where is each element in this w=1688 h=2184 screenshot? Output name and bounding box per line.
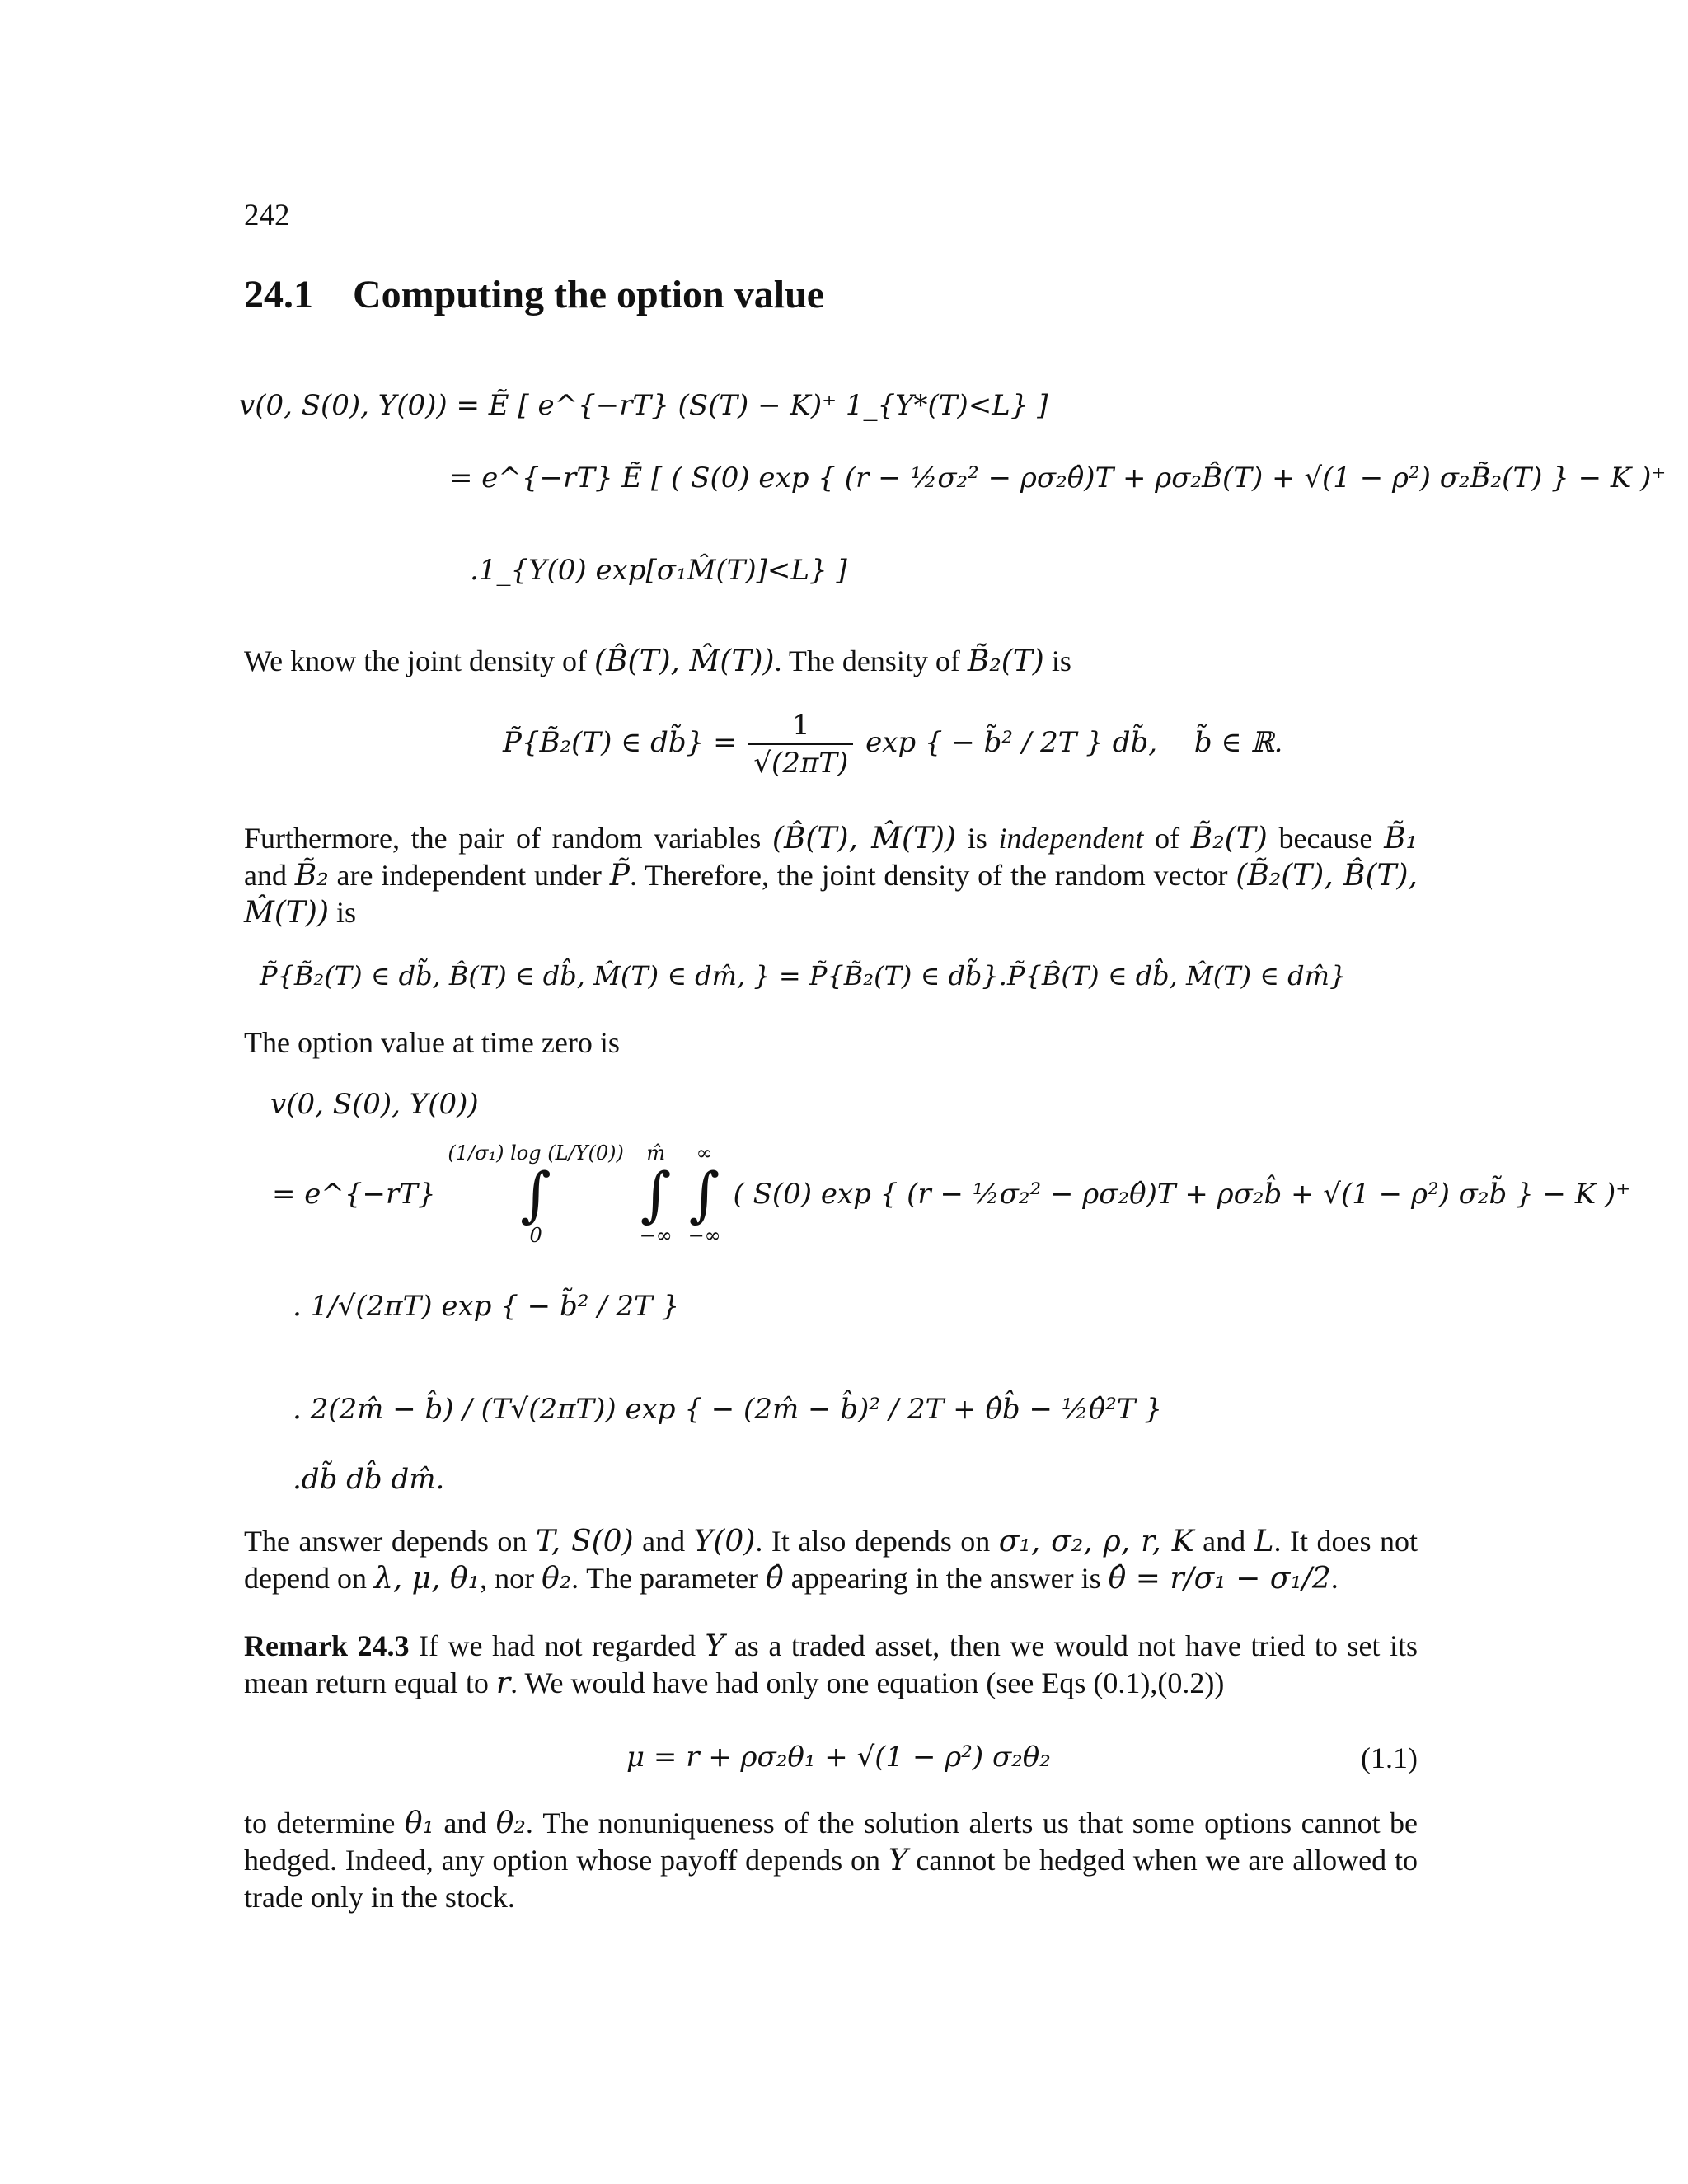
- paragraph-nonuniqueness: [244, 1805, 1418, 1916]
- equation-number: (1.1): [1361, 1741, 1418, 1774]
- integral-sign: ∫: [640, 1160, 672, 1229]
- text-run: is: [956, 822, 999, 855]
- text-run: and: [244, 859, 295, 892]
- text-run: The answer depends on: [244, 1525, 536, 1558]
- math-inline: Y(0): [693, 1525, 756, 1558]
- text-run: are independent under: [328, 859, 610, 892]
- text-run: If we had not regarded: [409, 1629, 706, 1662]
- math-inline: θ̂: [766, 1562, 784, 1596]
- remark-title: Remark 24.3: [244, 1629, 410, 1662]
- text-run: and: [1193, 1525, 1254, 1558]
- integral-lower-limit: 0: [529, 1224, 542, 1247]
- math-inline: θ₂: [495, 1807, 526, 1840]
- text-run: appearing in the answer is: [783, 1562, 1109, 1595]
- fraction-numerator: 1: [748, 709, 853, 745]
- option-value-factor-reflection: . 2(2m̂ − b̂) / (T√(2πT)) exp { − (2m̂ − b̂)² / 2T + θ̂b̂ − ½θ̂²T }: [293, 1393, 1162, 1426]
- option-value-lhs: v(0, S(0), Y(0)): [270, 1088, 479, 1121]
- density-fraction: [748, 709, 853, 780]
- emphasis-text: independent: [998, 822, 1144, 855]
- fraction-denominator: √(2πT): [753, 747, 849, 780]
- text-run: .: [1330, 1562, 1339, 1595]
- integral-prefactor: = e^{−rT}: [272, 1178, 436, 1211]
- text-run: . It does not depend on: [244, 1525, 1418, 1595]
- option-value-integral: [272, 1141, 1630, 1247]
- text-run: as a traded asset, then we would not have tried to set its mean return equal to: [244, 1629, 1418, 1699]
- math-inline: θ₂: [542, 1562, 572, 1596]
- option-value-factor-gaussian: . 1/√(2πT) exp { − b̃² / 2T }: [293, 1290, 680, 1323]
- density-domain: b̃ ∈ ℝ.: [1193, 726, 1283, 759]
- paragraph-joint-density-intro: [244, 643, 1418, 680]
- text-run: . The nonuniqueness of the solution alerts us that some options cannot be hedged. Indeed, any option whose payoff depends on: [244, 1807, 1418, 1877]
- section-number: 24.1: [244, 273, 313, 316]
- math-inline: L: [1254, 1525, 1274, 1558]
- equation-mu: μ = r + ρσ₂θ₁ + √(1 − ρ²) σ₂θ₂: [626, 1741, 1051, 1774]
- math-inline: B̃₂(T): [967, 644, 1044, 678]
- text-run: . The parameter: [571, 1562, 767, 1595]
- math-inline: θ̂ = r/σ₁ − σ₁/2: [1108, 1562, 1331, 1596]
- integral-upper-limit: ∞: [696, 1141, 713, 1165]
- text-run: , nor: [480, 1562, 542, 1595]
- integral-middle: [640, 1141, 673, 1247]
- math-inline: Y: [705, 1629, 725, 1663]
- math-inline: (B̂(T), M̂(T)): [594, 644, 775, 678]
- integral-sign: ∫: [688, 1160, 720, 1229]
- integral-lower-limit: −∞: [639, 1224, 673, 1247]
- text-run: is: [329, 896, 357, 929]
- text-run: is: [1043, 644, 1071, 677]
- paragraph-option-value-intro: The option value at time zero is: [244, 1026, 620, 1059]
- text-run: of: [1143, 822, 1191, 855]
- integral-lower-limit: −∞: [687, 1224, 721, 1247]
- text-run: and: [633, 1525, 694, 1558]
- math-inline: r: [495, 1666, 511, 1700]
- equation-joint-density: P̃{B̃₂(T) ∈ db̃, B̂(T) ∈ db̂, M̂(T) ∈ dm̂, } = P̃{B̃₂(T) ∈ db̃}.P̃{B̂(T) ∈ db̂, M̂(T) ∈ dm̂}: [260, 960, 1347, 991]
- equation-value-line2-body: [ ( S(0) exp { (r − ½σ₂² − ρσ₂θ̂)T + ρσ₂B̂(T) + √(1 − ρ²) σ₂B̃₂(T) } − K )⁺: [651, 462, 1667, 494]
- paragraph-dependencies: [244, 1523, 1418, 1597]
- integral-inner: [688, 1141, 721, 1247]
- math-inline: σ₁, σ₂, ρ, r, K: [998, 1525, 1194, 1558]
- section-heading: [244, 272, 824, 317]
- math-inline: λ, μ, θ₁: [373, 1562, 481, 1596]
- text-run: . It also depends on: [755, 1525, 999, 1558]
- equation-value-line3: .1_{Y(0) exp[σ₁M̂(T)]<L} ]: [470, 554, 847, 587]
- math-inline: (B̃₂(T), B̂(T), M̂(T)): [244, 859, 1418, 930]
- math-inline: P̃: [609, 859, 630, 893]
- integral-upper-limit: m̂: [646, 1141, 666, 1165]
- math-inline: T, S(0): [535, 1525, 634, 1558]
- text-run: . The density of: [774, 644, 968, 677]
- math-inline: Y: [888, 1844, 908, 1877]
- integral-outer: [448, 1141, 623, 1247]
- section-title: Computing the option value: [353, 273, 825, 316]
- math-inline: B̃₂(T): [1190, 822, 1268, 855]
- integral-sign: ∫: [520, 1160, 551, 1229]
- paragraph-independence: [244, 820, 1418, 931]
- math-inline: (B̂(T), M̂(T)): [771, 822, 957, 855]
- text-run: . Therefore, the joint density of the random vector: [629, 859, 1236, 892]
- text-run: . We would have had only one equation (see Eqs (0.1),(0.2)): [510, 1666, 1225, 1699]
- text-run: to determine: [244, 1807, 405, 1840]
- density-exponential: exp { − b̃² / 2T } db̃,: [865, 726, 1158, 759]
- math-inline: B̃₁: [1384, 822, 1418, 855]
- remark-24-3: [244, 1628, 1418, 1702]
- math-inline: B̃₂: [294, 859, 329, 893]
- page-number: 242: [244, 199, 290, 232]
- equation-value-line1: v(0, S(0), Y(0)) = Ẽ [ e^{−rT} (S(T) − K)⁺ 1_{Y*(T)<L} ]: [239, 389, 1048, 422]
- text-run: Furthermore, the pair of random variables: [244, 822, 772, 855]
- text-run: and: [434, 1807, 496, 1840]
- density-lhs: P̃{B̃₂(T) ∈ db̃} =: [503, 726, 737, 759]
- equation-value-line2-lhs: = e^{−rT} Ẽ: [449, 462, 643, 494]
- text-run: We know the joint density of: [244, 644, 595, 677]
- math-inline: θ₁: [404, 1807, 434, 1840]
- equation-density: [503, 709, 1282, 780]
- integral-upper-limit: (1/σ₁) log (L/Y(0)): [448, 1141, 624, 1165]
- text-run: because: [1267, 822, 1385, 855]
- equation-value-line2: [449, 462, 1666, 494]
- option-value-differentials: .db̃ db̂ dm̂.: [293, 1463, 445, 1496]
- text-run: cannot be hedged when we are allowed to trade only in the stock.: [244, 1844, 1418, 1914]
- integrand: ( S(0) exp { (r − ½σ₂² − ρσ₂θ̂)T + ρσ₂b̂ + √(1 − ρ²) σ₂b̃ } − K )⁺: [733, 1178, 1631, 1211]
